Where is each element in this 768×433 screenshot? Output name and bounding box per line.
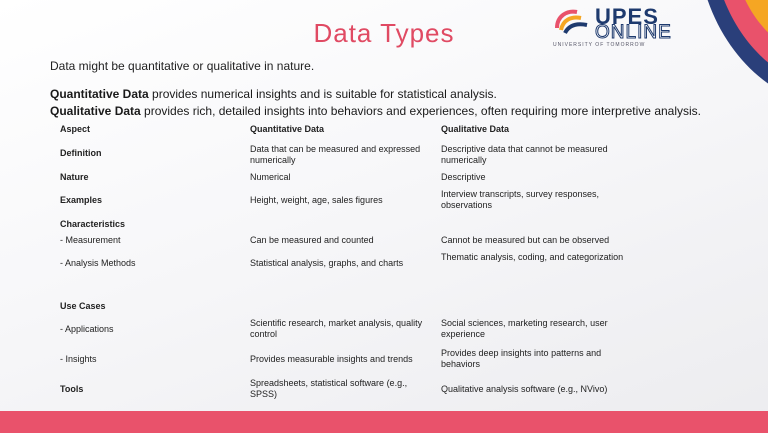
row-quantitative: Statistical analysis, graphs, and charts <box>250 258 404 268</box>
logo-text-online: ONLINE <box>595 22 672 43</box>
row-label: - Applications <box>60 324 114 334</box>
row-qualitative: Descriptive <box>441 172 486 182</box>
row-quantitative: Data that can be measured and expressed numerically <box>250 144 421 165</box>
header-qualitative: Qualitative Data <box>441 124 510 134</box>
logo-text-upes: UPES <box>595 4 659 29</box>
intro-text: Data might be quantitative or qualitative in nature. <box>50 59 315 73</box>
row-quantitative: Spreadsheets, statistical software (e.g., SPSS) <box>250 378 408 399</box>
row-label: - Analysis Methods <box>60 258 136 268</box>
row-label: Examples <box>60 195 103 205</box>
row-label: Characteristics <box>60 219 126 229</box>
row-qualitative: Interview transcripts, survey responses, observations <box>441 189 600 210</box>
row-quantitative: Numerical <box>250 172 291 182</box>
logo-tagline: UNIVERSITY OF TOMORROW <box>553 42 646 48</box>
row-qualitative: Provides deep insights into patterns and behaviors <box>441 348 602 369</box>
header-aspect: Aspect <box>60 124 91 134</box>
row-label: Nature <box>60 172 89 182</box>
footer-bar <box>0 411 768 433</box>
header-quantitative: Quantitative Data <box>250 124 325 134</box>
row-qualitative: Cannot be measured but can be observed <box>441 235 610 245</box>
quantitative-description <box>50 87 497 101</box>
qualitative-description <box>50 104 701 118</box>
row-label: - Measurement <box>60 235 121 245</box>
quantitative-term: Quantitative Data <box>50 87 149 101</box>
row-quantitative: Can be measured and counted <box>250 235 374 245</box>
row-qualitative: Qualitative analysis software (e.g., NVivo) <box>441 384 608 394</box>
row-quantitative: Scientific research, market analysis, quality control <box>250 318 423 339</box>
row-quantitative: Provides measurable insights and trends <box>250 354 413 364</box>
row-quantitative: Height, weight, age, sales figures <box>250 195 383 205</box>
row-label: Tools <box>60 384 84 394</box>
row-label: Definition <box>60 148 102 158</box>
slide-title: Data Types <box>313 18 455 48</box>
row-qualitative: Thematic analysis, coding, and categorization <box>441 252 624 262</box>
row-qualitative: Descriptive data that cannot be measured numerically <box>441 144 608 165</box>
row-label: Use Cases <box>60 301 106 311</box>
quantitative-text: provides numerical insights and is suitable for statistical analysis. <box>148 87 497 101</box>
qualitative-text: provides rich, detailed insights into behaviors and experiences, often requiring more interpretive analysis. <box>140 104 702 118</box>
qualitative-term: Qualitative Data <box>50 104 141 118</box>
row-qualitative: Social sciences, marketing research, user experience <box>441 318 608 339</box>
row-label: - Insights <box>60 354 97 364</box>
